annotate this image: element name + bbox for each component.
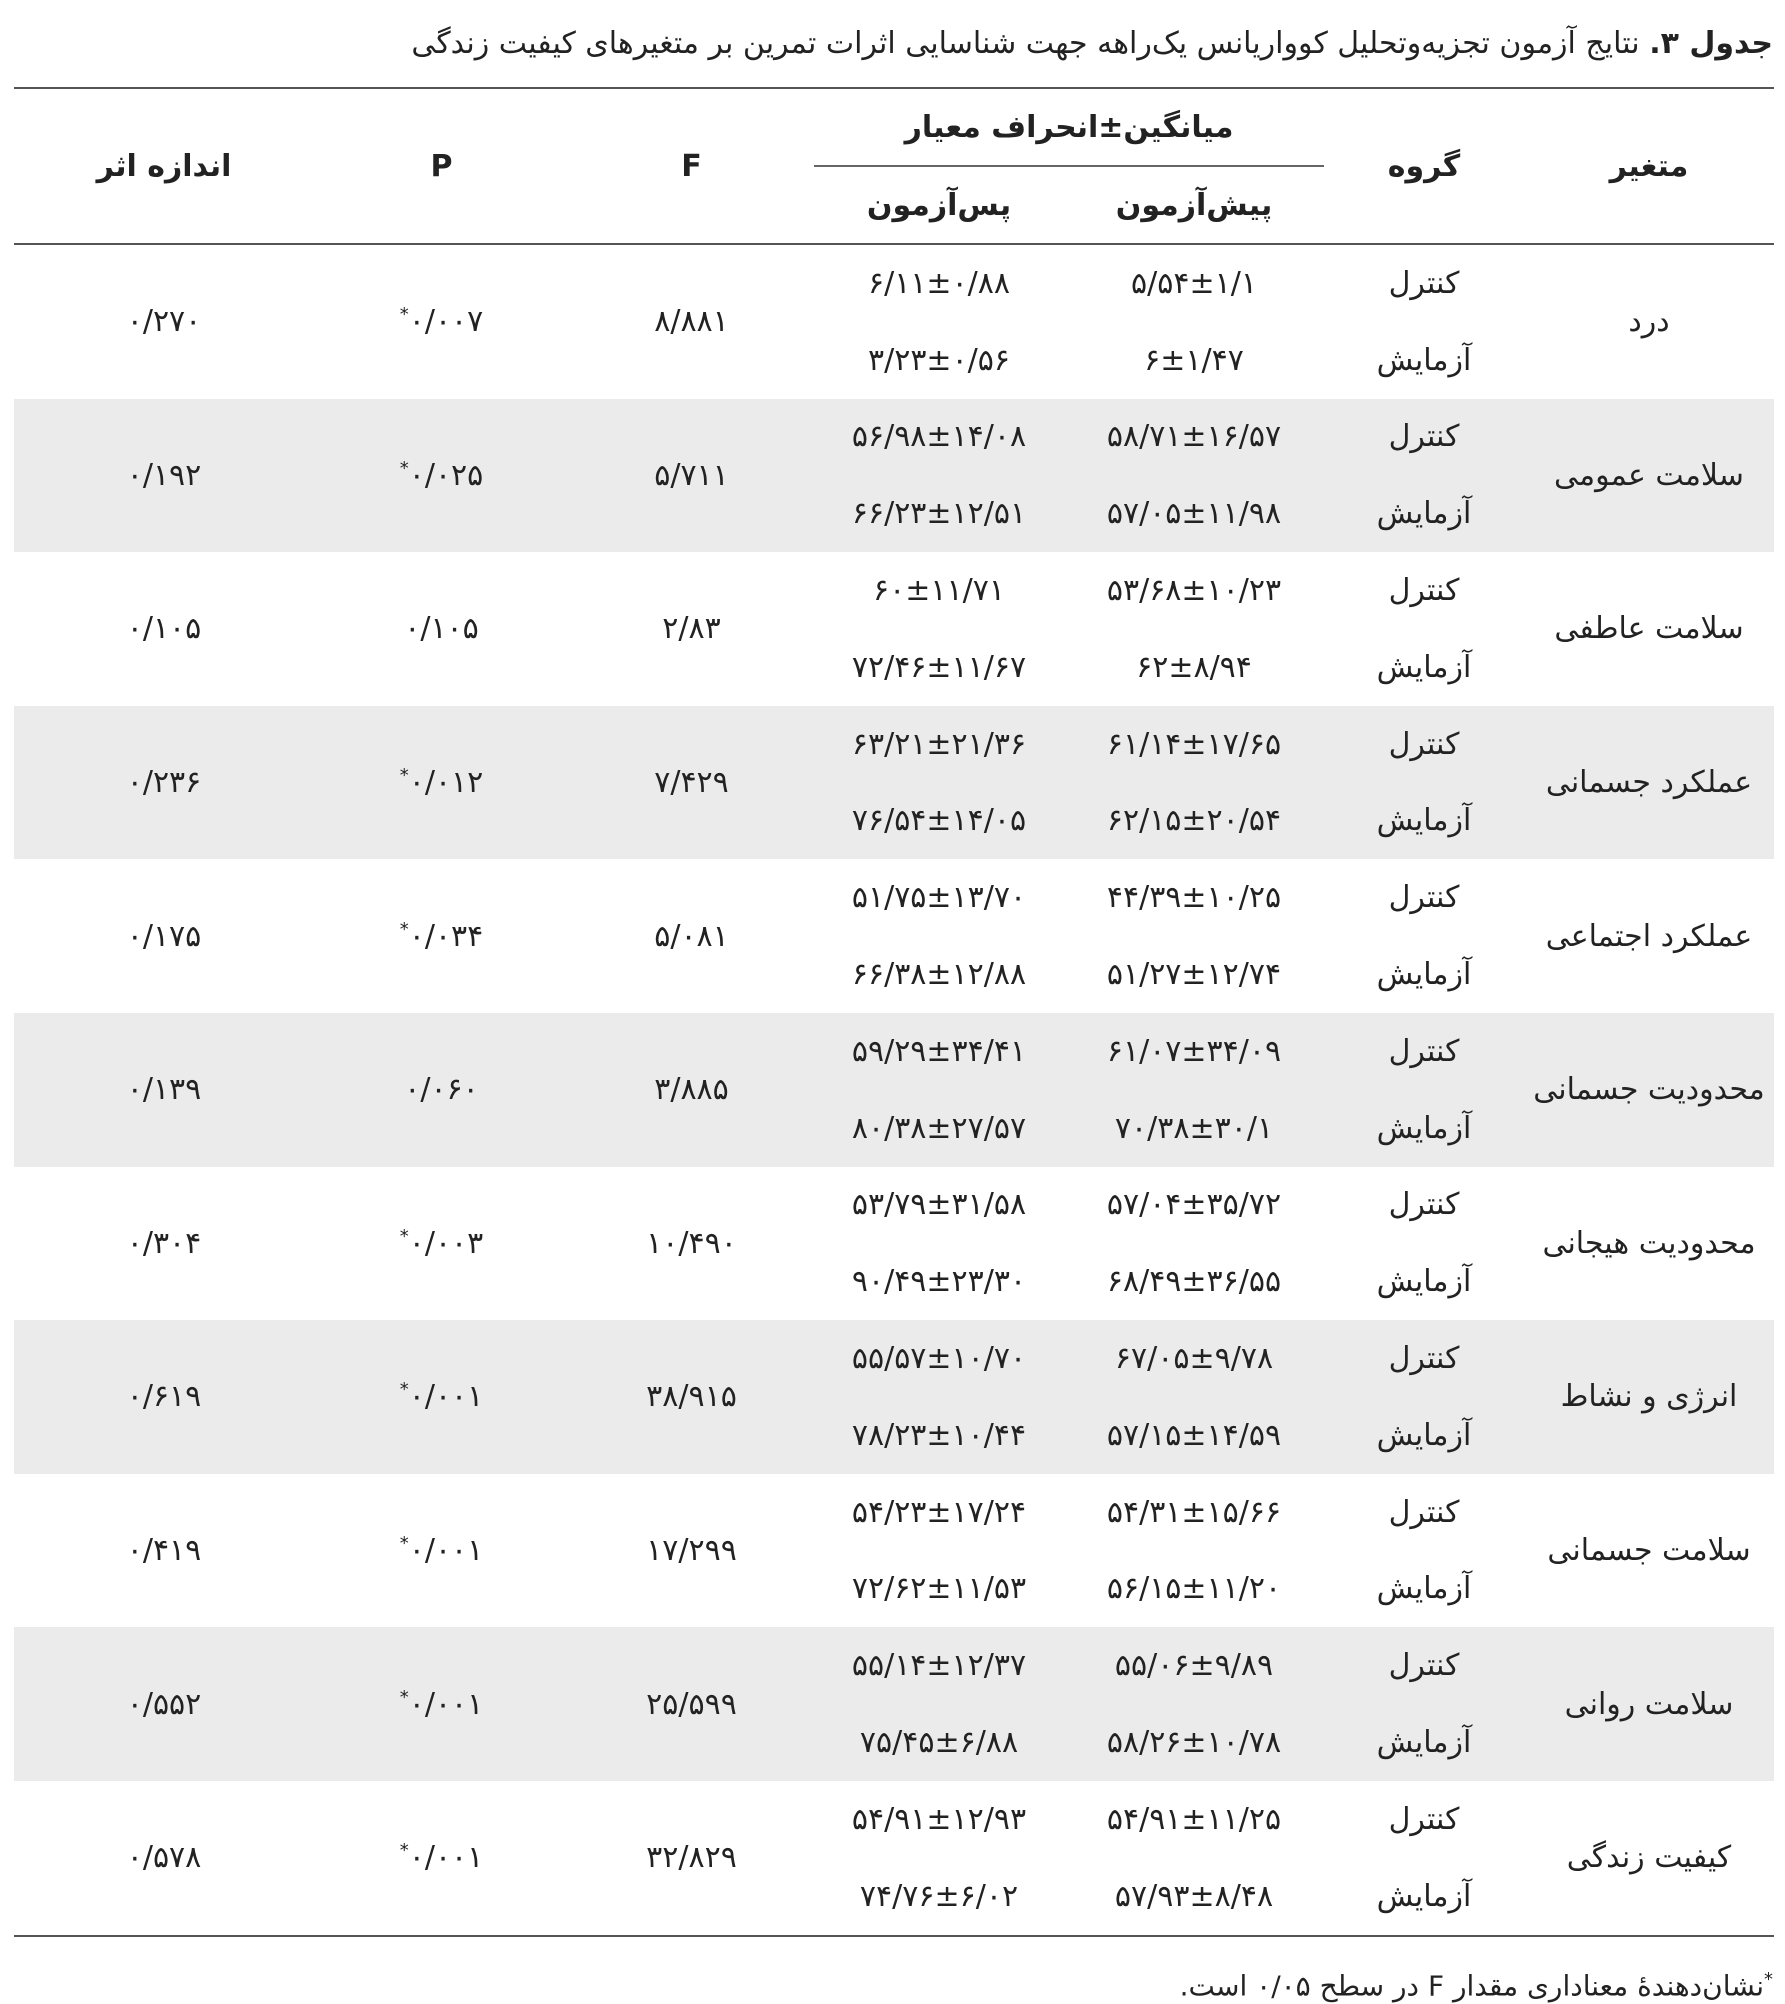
posttest-cell: ۵۶/۹۸±۱۴/۰۸: [814, 399, 1064, 476]
posttest-cell: ۵۴/۲۳±۱۷/۲۴: [851, 1494, 1027, 1530]
p-cell: [314, 552, 569, 706]
effect-size-cell: ۰/۶۱۹: [14, 1320, 314, 1474]
f-cell: ۵/۰۸۱: [654, 918, 729, 954]
group-cell: کنترل: [1324, 706, 1524, 783]
p-value: ۰/۰۰۱: [408, 1686, 484, 1722]
group-cell: آزمایش: [1324, 1704, 1524, 1781]
p-value: ۰/۰۳۴: [408, 918, 484, 954]
posttest-cell: ۷۶/۵۴±۱۴/۰۵: [814, 783, 1064, 860]
table-row: [14, 552, 1774, 629]
p-value: ۰/۰۰۱: [408, 1379, 484, 1415]
effect-size-cell: ۰/۲۳۶: [14, 706, 314, 860]
f-cell: ۳/۸۸۵: [569, 1013, 814, 1167]
table-footnote: [1180, 1962, 1773, 2004]
posttest-cell: ۷۴/۷۶±۶/۰۲: [859, 1878, 1019, 1914]
group-cell: آزمایش: [1376, 957, 1472, 993]
group-cell: آزمایش: [1376, 342, 1472, 378]
p-value: ۰/۰۲۵: [408, 457, 484, 493]
effect-size-cell: ۰/۱۰۵: [126, 611, 202, 647]
p-value: ۰/۰۰۱: [408, 1533, 484, 1569]
p-star: *: [399, 1533, 409, 1555]
table-row: [14, 1781, 1774, 1858]
f-cell: ۱۷/۲۹۹: [646, 1533, 737, 1569]
table-row: [14, 1013, 1774, 1090]
p-cell: [314, 1627, 569, 1781]
group-cell: آزمایش: [1376, 1878, 1472, 1914]
f-cell: ۸/۸۸۱: [654, 304, 729, 340]
variable-cell: سلامت روانی: [1524, 1627, 1774, 1781]
posttest-cell: ۵۳/۷۹±۳۱/۵۸: [851, 1187, 1027, 1223]
p-star: *: [399, 457, 409, 479]
f-cell: ۳۸/۹۱۵: [569, 1320, 814, 1474]
table-row: [14, 1320, 1774, 1397]
p-cell: [314, 1320, 569, 1474]
p-star: *: [399, 765, 409, 787]
p-star: *: [399, 918, 409, 940]
group-cell: آزمایش: [1376, 1571, 1472, 1607]
group-cell: کنترل: [1324, 1320, 1524, 1397]
header-p: P: [430, 148, 453, 184]
variable-cell: سلامت عاطفی: [1554, 611, 1744, 647]
group-cell: کنترل: [1324, 1013, 1524, 1090]
pretest-cell: ۶±۱/۴۷: [1144, 342, 1244, 378]
results-table-wrap: [14, 87, 1774, 1937]
f-cell: ۷/۴۲۹: [569, 706, 814, 860]
pretest-cell: ۵۷/۰۴±۳۵/۷۲: [1106, 1187, 1282, 1223]
pretest-cell: ۷۰/۳۸±۳۰/۱: [1064, 1090, 1324, 1167]
variable-cell: سلامت عمومی: [1524, 399, 1774, 553]
variable-cell: عملکرد جسمانی: [1524, 706, 1774, 860]
f-cell: ۲/۸۳: [662, 611, 721, 647]
p-value: ۰/۰۰۳: [408, 1225, 484, 1261]
group-cell: کنترل: [1324, 1627, 1524, 1704]
p-value: ۰/۰۶۰: [404, 1072, 479, 1108]
p-star: *: [399, 304, 409, 326]
posttest-cell: ۵۵/۵۷±۱۰/۷۰: [814, 1320, 1064, 1397]
variable-cell: کیفیت زندگی: [1566, 1840, 1732, 1876]
pretest-cell: ۵/۵۴±۱/۱: [1131, 265, 1257, 301]
table-row: [14, 1474, 1774, 1551]
posttest-cell: ۷۸/۲۳±۱۰/۴۴: [814, 1397, 1064, 1474]
group-cell: آزمایش: [1324, 783, 1524, 860]
pretest-cell: ۶۱/۰۷±۳۴/۰۹: [1064, 1013, 1324, 1090]
f-cell: ۳۲/۸۲۹: [646, 1840, 737, 1876]
p-star: *: [399, 1840, 409, 1862]
footnote-star: *: [1764, 1969, 1773, 1990]
posttest-cell: ۵۵/۱۴±۱۲/۳۷: [814, 1627, 1064, 1704]
f-cell: ۵/۷۱۱: [569, 399, 814, 553]
effect-size-cell: ۰/۳۰۴: [126, 1225, 202, 1261]
effect-size-cell: ۰/۱۷۵: [126, 918, 202, 954]
posttest-cell: ۵۴/۹۱±۱۲/۹۳: [851, 1801, 1027, 1837]
p-cell: [314, 1167, 569, 1321]
pretest-cell: ۵۵/۰۶±۹/۸۹: [1064, 1627, 1324, 1704]
posttest-cell: ۵۱/۷۵±۱۳/۷۰: [851, 880, 1027, 916]
pretest-cell: ۵۷/۱۵±۱۴/۵۹: [1064, 1397, 1324, 1474]
group-cell: کنترل: [1388, 1187, 1460, 1223]
pretest-cell: ۶۱/۱۴±۱۷/۶۵: [1064, 706, 1324, 783]
posttest-cell: ۶۳/۲۱±۲۱/۳۶: [814, 706, 1064, 783]
table-row: [14, 244, 1774, 322]
posttest-cell: ۹۰/۴۹±۲۳/۳۰: [851, 1264, 1027, 1300]
f-cell: ۱۰/۴۹۰: [646, 1225, 737, 1261]
variable-cell: محدودیت هیجانی: [1542, 1225, 1756, 1261]
p-star: *: [399, 1225, 409, 1247]
p-cell: [314, 859, 569, 1013]
group-cell: آزمایش: [1324, 1397, 1524, 1474]
group-cell: کنترل: [1388, 880, 1460, 916]
variable-cell: عملکرد اجتماعی: [1545, 918, 1753, 954]
variable-cell: محدودیت جسمانی: [1524, 1013, 1774, 1167]
pretest-cell: ۶۲/۱۵±۲۰/۵۴: [1064, 783, 1324, 860]
pretest-cell: ۵۷/۹۳±۸/۴۸: [1114, 1878, 1274, 1914]
header-effect-size: اندازه اثر: [96, 148, 232, 184]
pretest-cell: ۵۸/۷۱±۱۶/۵۷: [1064, 399, 1324, 476]
p-value: ۰/۰۰۱: [408, 1840, 484, 1876]
group-cell: آزمایش: [1376, 1264, 1472, 1300]
table-row: [14, 859, 1774, 936]
pretest-cell: ۶۲±۸/۹۴: [1136, 649, 1252, 685]
f-cell: ۲۵/۵۹۹: [569, 1627, 814, 1781]
header-variable: متغیر: [1609, 148, 1689, 184]
group-cell: کنترل: [1388, 1801, 1460, 1837]
table-row: [14, 706, 1774, 783]
effect-size-cell: ۰/۲۷۰: [126, 304, 202, 340]
table-body: [14, 244, 1774, 1936]
p-star: *: [399, 1379, 409, 1401]
posttest-cell: ۳/۲۳±۰/۵۶: [867, 342, 1011, 378]
pretest-cell: ۵۱/۲۷±۱۲/۷۴: [1106, 957, 1282, 993]
group-cell: آزمایش: [1324, 475, 1524, 552]
effect-size-cell: ۰/۵۷۸: [126, 1840, 202, 1876]
p-cell: [314, 1013, 569, 1167]
p-cell: [314, 1474, 569, 1628]
group-cell: آزمایش: [1376, 649, 1472, 685]
posttest-cell: ۷۲/۴۶±۱۱/۶۷: [851, 649, 1027, 685]
effect-size-cell: ۰/۱۳۹: [14, 1013, 314, 1167]
table-row: [14, 399, 1774, 476]
table-caption: [13, 20, 1773, 68]
footnote-text: نشان‌دهندهٔ معناداری مقدار F در سطح ۰/۰۵ است.: [1179, 1969, 1764, 2003]
p-cell: [314, 244, 569, 399]
pretest-cell: ۴۴/۳۹±۱۰/۲۵: [1106, 880, 1282, 916]
posttest-cell: ۶۶/۲۳±۱۲/۵۱: [814, 475, 1064, 552]
posttest-cell: ۶/۱۱±۰/۸۸: [867, 265, 1011, 301]
p-value: ۰/۱۰۵: [404, 611, 479, 647]
p-value: ۰/۰۱۲: [408, 765, 484, 801]
pretest-cell: ۵۳/۶۸±۱۰/۲۳: [1106, 573, 1282, 609]
table-row: [14, 1627, 1774, 1704]
header-group: گروه: [1387, 148, 1461, 184]
posttest-cell: ۸۰/۳۸±۲۷/۵۷: [814, 1090, 1064, 1167]
caption-label: جدول ۳.: [1649, 26, 1773, 61]
group-cell: کنترل: [1388, 1494, 1460, 1530]
effect-size-cell: ۰/۴۱۹: [126, 1533, 202, 1569]
pretest-cell: ۵۸/۲۶±۱۰/۷۸: [1064, 1704, 1324, 1781]
header-posttest: پس‌آزمون: [866, 187, 1012, 223]
pretest-cell: ۵۷/۰۵±۱۱/۹۸: [1064, 475, 1324, 552]
variable-cell: انرژی و نشاط: [1524, 1320, 1774, 1474]
results-table: [14, 87, 1774, 1937]
effect-size-cell: ۰/۱۹۲: [14, 399, 314, 553]
pretest-cell: ۶۷/۰۵±۹/۷۸: [1064, 1320, 1324, 1397]
group-cell: کنترل: [1388, 573, 1460, 609]
header-pretest: پیش‌آزمون: [1115, 187, 1273, 223]
variable-cell: سلامت جسمانی: [1547, 1533, 1751, 1569]
group-cell: آزمایش: [1324, 1090, 1524, 1167]
p-cell: [314, 399, 569, 553]
posttest-cell: ۷۲/۶۲±۱۱/۵۳: [851, 1571, 1027, 1607]
p-cell: [314, 1781, 569, 1936]
pretest-cell: ۵۴/۳۱±۱۵/۶۶: [1106, 1494, 1282, 1530]
pretest-cell: ۶۸/۴۹±۳۶/۵۵: [1106, 1264, 1282, 1300]
header-f: F: [681, 148, 702, 184]
table-row: [14, 1167, 1774, 1244]
p-cell: [314, 706, 569, 860]
p-star: *: [399, 1686, 409, 1708]
posttest-cell: ۵۹/۲۹±۳۴/۴۱: [814, 1013, 1064, 1090]
effect-size-cell: ۰/۵۵۲: [14, 1627, 314, 1781]
posttest-cell: ۷۵/۴۵±۶/۸۸: [814, 1704, 1064, 1781]
posttest-cell: ۶۰±۱۱/۷۱: [873, 573, 1005, 609]
posttest-cell: ۶۶/۳۸±۱۲/۸۸: [851, 957, 1027, 993]
pretest-cell: ۵۴/۹۱±۱۱/۲۵: [1106, 1801, 1282, 1837]
p-value: ۰/۰۰۷: [408, 304, 484, 340]
group-cell: کنترل: [1324, 399, 1524, 476]
pretest-cell: ۵۶/۱۵±۱۱/۲۰: [1106, 1571, 1282, 1607]
caption-text: نتایج آزمون تجزیه‌وتحلیل کوواریانس یک‌راهه جهت شناسایی اثرات تمرین بر متغیرهای کیفیت زندگی: [411, 26, 1640, 61]
variable-cell: درد: [1628, 304, 1670, 340]
header-mean-sd: میانگین±انحراف معیار: [814, 88, 1324, 166]
group-cell: کنترل: [1388, 265, 1460, 301]
